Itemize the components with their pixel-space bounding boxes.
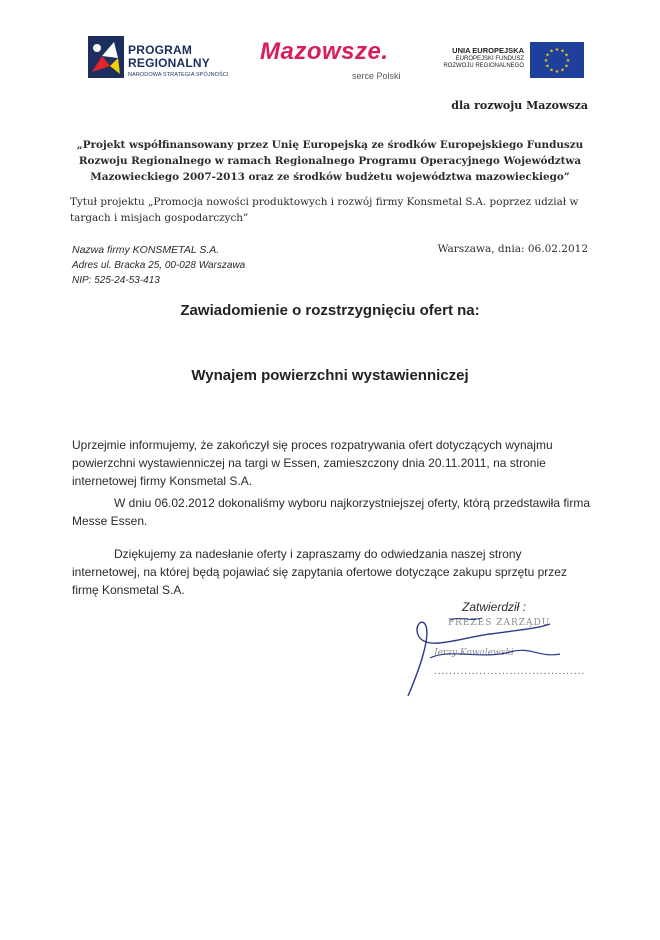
stamp-title: PREZES ZARZĄDU bbox=[448, 618, 551, 628]
program-regionalny-logo bbox=[88, 32, 258, 82]
company-address: Adres ul. Bracka 25, 00-028 Warszawa bbox=[72, 260, 246, 271]
heading-notice: Zawiadomienie o rozstrzygnięciu ofert na: bbox=[180, 302, 480, 319]
eu-star-icon: ★ bbox=[564, 63, 569, 70]
paragraph-2: W dniu 06.02.2012 dokonaliśmy wyboru najkorzystniejszej oferty, którą przedstawiła firma Messe Essen. bbox=[72, 496, 590, 528]
paragraph-3: Dziękujemy za nadesłanie oferty i zapraszamy do odwiedzania naszej strony internetowej, na której będą pojawiać się zapytania ofertowe dotyczące zakupu sprzętu przez firmę Konsmetal S.A. bbox=[72, 547, 567, 597]
program-logo-line2: REGIONALNY bbox=[128, 56, 211, 70]
approved-label: Zatwierdził : bbox=[462, 600, 527, 614]
company-nip: NIP: 525-24-53-413 bbox=[72, 275, 160, 286]
eu-stars-icon bbox=[530, 42, 584, 78]
signature-dots: ........................................ bbox=[434, 666, 586, 677]
mazowsze-logo-tagline: serce Polski bbox=[352, 71, 401, 81]
eu-logo-line1: UNIA EUROPEJSKA bbox=[452, 46, 524, 55]
eu-star-icon: ★ bbox=[554, 47, 560, 53]
program-regionalny-emblem-icon bbox=[88, 36, 124, 78]
signature-block bbox=[390, 598, 590, 708]
company-name: Nazwa firmy KONSMETAL S.A. bbox=[72, 244, 220, 256]
eu-logo-line3: ROZWOJU REGIONALNEGO bbox=[443, 63, 524, 69]
date-line: Warszawa, dnia: 06.02.2012 bbox=[437, 243, 588, 255]
project-statement: „Projekt współfinansowany przez Unię Europejską ze środków Europejskiego Funduszu Rozwoju Regionalnego w ramach Regionalnego Programu Operacyjnego Województwa Mazowieckiego 2007-2013 oraz ze środków budżetu województwa mazowieckiego” bbox=[76, 139, 584, 183]
slogan: dla rozwoju Mazowsza bbox=[451, 99, 588, 112]
program-logo-line1: PROGRAM bbox=[128, 43, 193, 57]
stamp-name: Jerzy Kowalewski bbox=[434, 648, 514, 658]
heading-subject: Wynajem powierzchni wystawienniczej bbox=[191, 367, 469, 384]
eu-logo bbox=[443, 40, 586, 80]
eu-star-icon: ★ bbox=[549, 48, 554, 55]
project-title: Tytuł projektu „Promocja nowości produktowych i rozwój firmy Konsmetal S.A. poprzez udział w targach i misjach gospodarczych” bbox=[70, 196, 579, 224]
eu-star-icon: ★ bbox=[564, 52, 569, 59]
eu-flag-icon bbox=[530, 42, 584, 78]
eu-star-icon: ★ bbox=[565, 58, 571, 64]
eu-star-icon: ★ bbox=[549, 67, 554, 74]
eu-star-icon: ★ bbox=[545, 63, 550, 70]
mazowsze-logo-word: Mazowsze. bbox=[260, 38, 389, 65]
program-logo-line3: NARODOWA STRATEGIA SPÓJNOŚCI bbox=[128, 72, 229, 78]
eu-star-icon: ★ bbox=[543, 58, 549, 64]
handwritten-signature-icon bbox=[390, 598, 590, 708]
eu-star-icon: ★ bbox=[560, 48, 565, 55]
mazowsze-logo bbox=[260, 38, 420, 88]
paragraph-1: Uprzejmie informujemy, że zakończył się proces rozpatrywania ofert dotyczących wynajmu powierzchni wystawienniczej na targi w Essen, zamieszczony dnia 20.11.2011, na stronie internetowej firmy Konsmetal S.A. bbox=[72, 438, 553, 488]
eu-star-icon: ★ bbox=[560, 67, 565, 74]
eu-star-icon: ★ bbox=[545, 52, 550, 59]
eu-star-icon: ★ bbox=[554, 69, 560, 75]
eu-logo-line2: EUROPEJSKI FUNDUSZ bbox=[455, 56, 524, 62]
company-info bbox=[72, 243, 245, 288]
